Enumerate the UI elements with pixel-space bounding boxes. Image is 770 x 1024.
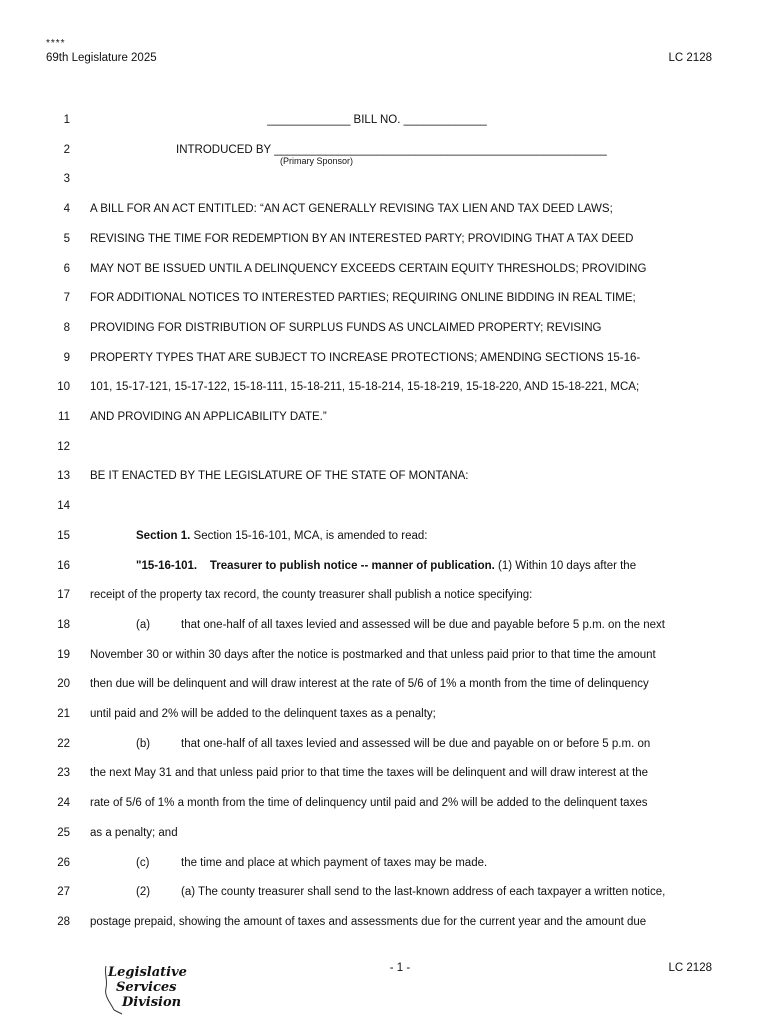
line-number: 13 <box>57 470 70 482</box>
line-number: 5 <box>63 233 70 245</box>
line-text <box>136 560 714 572</box>
line-text: A BILL FOR AN ACT ENTITLED: “AN ACT GENERALLY REVISING TAX LIEN AND TAX DEED LAWS; <box>90 203 613 215</box>
line-number: 19 <box>57 649 70 661</box>
line-number: 21 <box>57 708 70 720</box>
line-number: 9 <box>63 352 70 364</box>
line-text: BE IT ENACTED BY THE LEGISLATURE OF THE STATE OF MONTANA: <box>90 470 469 482</box>
line-text: then due will be delinquent and will draw interest at the rate of 5/6 of 1% a month from the time of delinquency <box>90 678 649 690</box>
line-number: 3 <box>63 173 70 185</box>
line-number: 17 <box>57 589 70 601</box>
line-text <box>136 857 714 869</box>
line-number: 4 <box>63 203 70 215</box>
line-number: 22 <box>57 738 70 750</box>
subsection-marker: (2) <box>136 886 151 898</box>
line-body: that one-half of all taxes levied and assessed will be due and payable before 5 p.m. on the next <box>181 619 665 631</box>
line-text <box>136 530 714 542</box>
line-text: until paid and 2% will be added to the delinquent taxes as a penalty; <box>90 708 436 720</box>
line-text: PROPERTY TYPES THAT ARE SUBJECT TO INCREASE PROTECTIONS; AMENDING SECTIONS 15-16- <box>90 352 641 364</box>
line-number: 28 <box>57 916 70 928</box>
line-number: 24 <box>57 797 70 809</box>
line-number: 12 <box>57 441 70 453</box>
line-body: the time and place at which payment of taxes may be made. <box>181 857 488 869</box>
primary-sponsor-note: (Primary Sponsor) <box>280 156 354 166</box>
line-number: 20 <box>57 678 70 690</box>
line-text: as a penalty; and <box>90 827 178 839</box>
line-text: MAY NOT BE ISSUED UNTIL A DELINQUENCY EXCEEDS CERTAIN EQUITY THRESHOLDS; PROVIDING <box>90 263 647 275</box>
line-text: rate of 5/6 of 1% a month from the time of delinquency until paid and 2% will be added to the delinquent taxes <box>90 797 648 809</box>
logo-line-1: Legislative <box>108 965 187 980</box>
line-text <box>136 738 714 750</box>
line-number: 8 <box>63 322 70 334</box>
line-number: 26 <box>57 857 70 869</box>
line-body: (a) The county treasurer shall send to the last-known address of each taxpayer a written notice, <box>181 886 666 898</box>
line-text: INTRODUCED BY ____________________________________________________ <box>176 144 607 156</box>
subsection-marker: (a) <box>136 619 151 631</box>
page-number: - 1 - <box>389 962 411 974</box>
line-text: November 30 or within 30 days after the notice is postmarked and that unless paid prior to that time the amount <box>90 649 656 661</box>
line-number: 1 <box>63 114 70 126</box>
line-number: 23 <box>57 767 70 779</box>
line-number: 10 <box>57 381 70 393</box>
line-number: 16 <box>57 560 70 572</box>
line-number: 27 <box>57 886 70 898</box>
logo-line-3: Division <box>122 995 182 1010</box>
lc-number: LC 2128 <box>668 52 712 64</box>
bold-heading: "15-16-101. Treasurer to publish notice -- manner of publication. <box>136 560 495 572</box>
line-number: 15 <box>57 530 70 542</box>
line-text: postage prepaid, showing the amount of taxes and assessments due for the current year and the amount due <box>90 916 647 928</box>
line-body: Section 15-16-101, MCA, is amended to read: <box>190 530 428 542</box>
line-number: 25 <box>57 827 70 839</box>
line-text: PROVIDING FOR DISTRIBUTION OF SURPLUS FUNDS AS UNCLAIMED PROPERTY; REVISING <box>90 322 602 334</box>
header-stars: **** <box>46 38 66 49</box>
footer-lc-number: LC 2128 <box>668 962 712 974</box>
line-number: 11 <box>58 411 70 423</box>
line-text: FOR ADDITIONAL NOTICES TO INTERESTED PARTIES; REQUIRING ONLINE BIDDING IN REAL TIME; <box>90 292 636 304</box>
line-body: (1) Within 10 days after the <box>494 560 637 572</box>
line-body: that one-half of all taxes levied and assessed will be due and payable on or before 5 p.m. on <box>181 738 651 750</box>
logo-line-2: Services <box>116 980 177 995</box>
line-text: receipt of the property tax record, the county treasurer shall publish a notice specifying: <box>90 589 533 601</box>
line-text <box>136 886 714 898</box>
bold-heading: Section 1. <box>136 530 191 542</box>
legislature-label: 69th Legislature 2025 <box>46 52 157 64</box>
line-number: 18 <box>57 619 70 631</box>
line-number: 6 <box>63 263 70 275</box>
line-number: 2 <box>63 144 70 156</box>
line-text: REVISING THE TIME FOR REDEMPTION BY AN INTERESTED PARTY; PROVIDING THAT A TAX DEED <box>90 233 634 245</box>
line-text: the next May 31 and that unless paid prior to that time the taxes will be delinquent and will draw interest at the <box>90 767 649 779</box>
subsection-marker: (b) <box>136 738 151 750</box>
subsection-marker: (c) <box>136 857 150 869</box>
line-text: 101, 15-17-121, 15-17-122, 15-18-111, 15-18-211, 15-18-214, 15-18-219, 15-18-220, AND 15-18-221, MCA; <box>90 381 640 393</box>
line-text <box>136 619 714 631</box>
line-text: _____________ BILL NO. _____________ <box>267 114 487 126</box>
line-number: 7 <box>63 292 70 304</box>
line-number: 14 <box>57 500 70 512</box>
line-text: AND PROVIDING AN APPLICABILITY DATE.” <box>90 411 327 423</box>
